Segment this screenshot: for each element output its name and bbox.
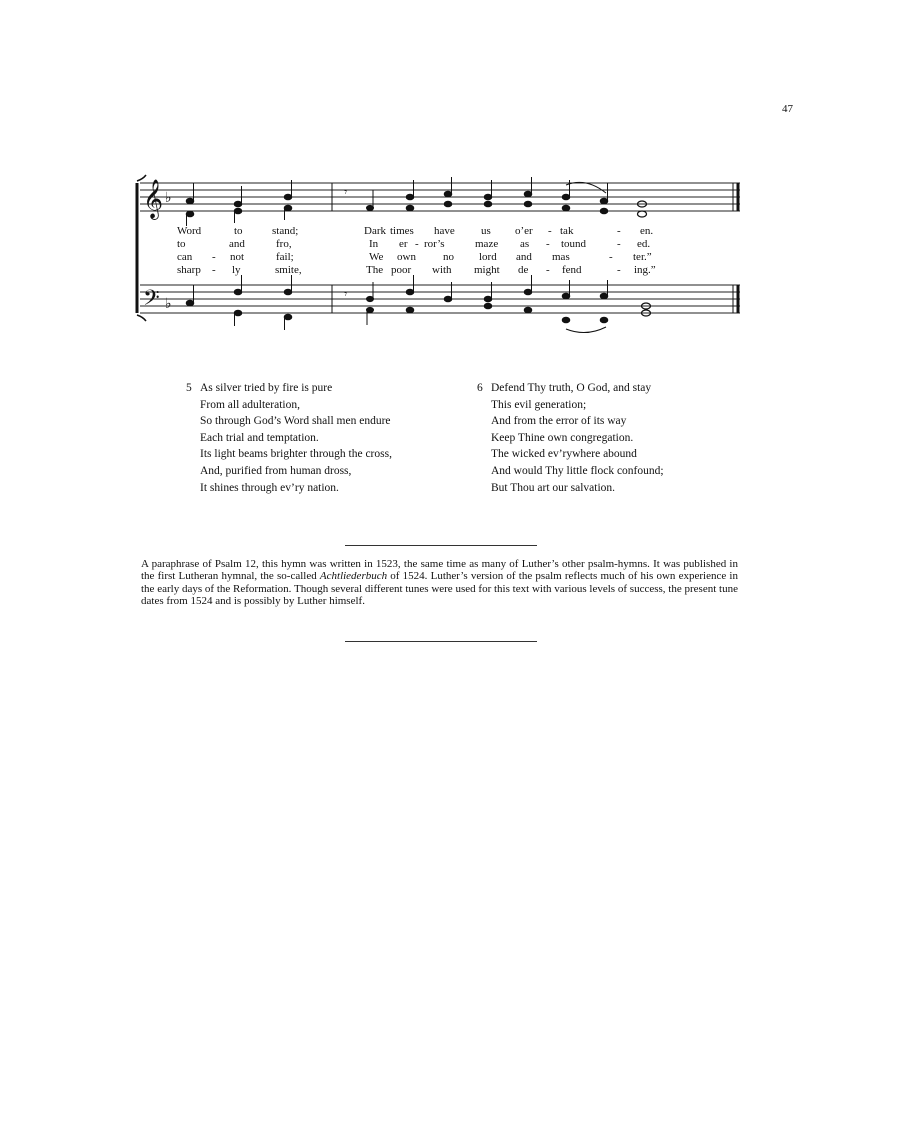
commentary-text: A paraphrase of Psalm 12, this hymn was written in 1523, the same time as many of Luther’s other psalm-hymns. It was published in the first Lutheran hymnal, the so-called [141, 558, 738, 583]
stanza-line: But Thou art our salvation. [491, 481, 616, 494]
stanza-line: So through God’s Word shall men endure [200, 415, 391, 428]
lyric-syllable: - [617, 225, 621, 237]
lyric-syllable: - [212, 264, 216, 276]
lyric-syllable: to [234, 225, 243, 237]
lyric-syllable: en. [640, 225, 654, 237]
lyric-syllable: sharp [177, 264, 201, 276]
stanza-lines [491, 380, 737, 496]
stanza-number: 5 [186, 382, 192, 394]
lyric-syllable: Dark [364, 225, 386, 237]
page-number: 47 [782, 103, 793, 115]
flat-icon: ♭ [165, 296, 172, 312]
lyric-syllable: poor [391, 264, 412, 276]
lyric-syllable: fend [562, 264, 582, 276]
bass-clef-icon: 𝄢 [143, 286, 160, 316]
lyric-syllable: fail; [276, 251, 294, 263]
stanza-line: Keep Thine own congregation. [491, 431, 634, 444]
hymn-commentary [141, 558, 738, 608]
treble-notes [186, 177, 646, 226]
stanza-line: And would Thy little flock confound; [491, 464, 664, 477]
lyric-syllable: maze [475, 238, 499, 250]
commentary-text: of 1524. Luther’s version of the psalm reflects much of his own experience in the early days of the Reformation. Though several different tunes were used for this text with various levels of success, the present tune dates from 1524 and is possibly by Luther himself. [141, 570, 738, 608]
stanza-number: 6 [477, 382, 483, 394]
stanza-line: And, purified from human dross, [200, 464, 352, 477]
svg-text:𝄾: 𝄾 [344, 287, 348, 301]
bass-staff [140, 285, 740, 313]
lyric-syllable: ed. [637, 238, 651, 250]
lyric-syllable: fro, [276, 238, 292, 250]
lyric-syllable: lord [479, 251, 497, 263]
lyric-syllable: stand; [272, 225, 299, 237]
stanza-line: From all adulteration, [200, 398, 300, 411]
lyric-syllable: - [546, 238, 550, 250]
lyric-syllable: ly [232, 264, 241, 276]
stanza-line: As silver tried by fire is pure [200, 382, 333, 394]
stanza-line: Its light beams brighter through the cross, [200, 448, 392, 461]
lyric-syllable: and [516, 251, 532, 263]
stanza-5 [186, 380, 456, 496]
lyric-syllable: to [177, 238, 186, 250]
stanza-line: It shines through ev’ry nation. [200, 481, 339, 494]
lyric-syllable: times [390, 225, 414, 237]
lyric-syllable: de [518, 264, 529, 276]
stanza-lines [200, 380, 456, 496]
lyric-syllable: no [443, 251, 454, 263]
bass-notes [186, 275, 650, 333]
lyric-syllable: not [230, 251, 245, 263]
lyric-syllable: mas [552, 251, 570, 263]
lyric-syllable: In [369, 238, 379, 250]
lyric-syllable: as [520, 238, 530, 250]
lyric-syllable: - [212, 251, 216, 263]
lyric-syllable: - [415, 238, 419, 250]
lyric-syllable: - [548, 225, 552, 237]
lyric-syllable: have [434, 225, 455, 237]
lyric-syllable: We [369, 251, 384, 263]
lyric-syllable: er [399, 238, 408, 250]
lyric-syllable: and [229, 238, 245, 250]
lyric-syllable: - [609, 251, 613, 263]
lyric-syllable: own [397, 251, 416, 263]
treble-staff [140, 183, 740, 211]
lyric-syllable: ing.” [634, 264, 656, 276]
lyric-syllable: ror’s [424, 238, 445, 250]
lyric-syllable: Word [177, 225, 202, 237]
divider-rule [345, 545, 537, 546]
lyric-syllable: smite, [275, 264, 302, 276]
lyric-syllable: ter.” [633, 251, 652, 263]
flat-icon: ♭ [165, 190, 172, 206]
stanza-6 [477, 380, 737, 496]
lyric-syllable: tak [560, 225, 574, 237]
lyric-syllable: with [432, 264, 452, 276]
stanza-line: Each trial and temptation. [200, 431, 319, 444]
lyric-syllable: can [177, 251, 193, 263]
lyric-syllable: tound [561, 238, 587, 250]
treble-clef-icon: 𝄞 [143, 179, 164, 219]
lyric-syllable: us [481, 225, 491, 237]
music-score [0, 0, 900, 340]
lyric-syllable: - [617, 264, 621, 276]
hymnal-title: Achtliederbuch [319, 570, 388, 583]
stanza-line: Defend Thy truth, O God, and stay [491, 382, 652, 394]
lyric-syllable: might [474, 264, 500, 276]
divider-rule [345, 641, 537, 642]
lyric-syllable: - [546, 264, 550, 276]
stanza-line: And from the error of its way [491, 415, 627, 428]
lyric-syllable: The [366, 264, 384, 276]
stanza-line: The wicked ev’rywhere abound [491, 448, 637, 461]
lyric-syllable: - [617, 238, 621, 250]
svg-text:𝄾: 𝄾 [344, 185, 348, 199]
stanza-line: This evil generation; [491, 398, 587, 411]
lyric-syllable: o’er [515, 225, 533, 237]
